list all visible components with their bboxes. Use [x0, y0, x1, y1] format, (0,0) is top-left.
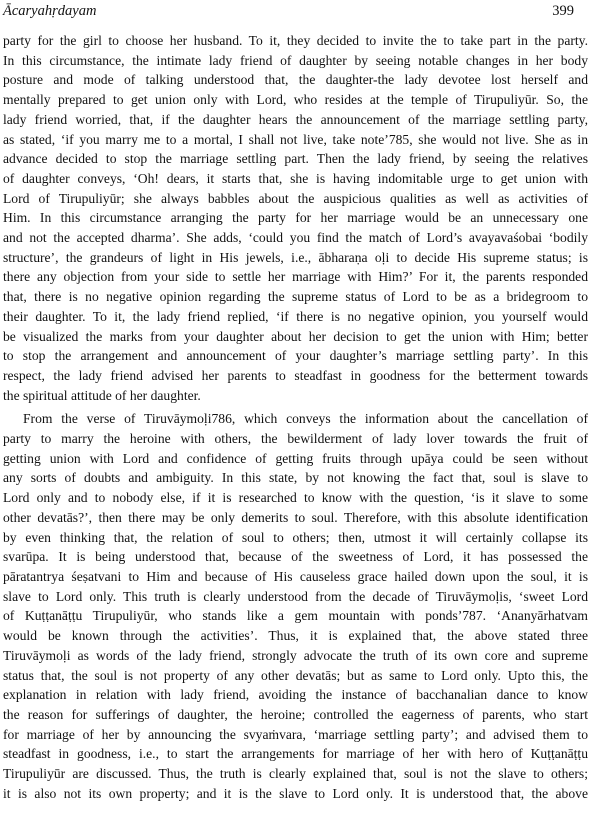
text-line: respect, the lady friend advised her parents to steadfast in goodness for the betterment towards [3, 367, 588, 383]
text-line: party for the girl to choose her husband. To it, they decided to invite the to take part in the party. [3, 33, 588, 48]
text-line: party to marry the heroine with others, the bewilderment of lady lover towards the fruit of [3, 431, 588, 447]
text-line: Tirupuliyūr are discussed. Thus, the truth is clearly explained that, soul is not the slave to others; [3, 766, 588, 782]
text-line: other devatās?’, then there may be only demerits to soul. Therefore, with this absolute identification [3, 509, 588, 525]
text-line: getting union with Lord and confidence of getting fruits through upāya could be seen without [3, 450, 588, 466]
text-line: In this circumstance, the intimate lady friend of daughter by seeing notable changes in her body [3, 52, 588, 68]
text-line: From the verse of Tiruvāymoḷi786, which conveys the information about the cancellation of [23, 411, 588, 427]
text-line: to stop the arrangement and announcement of your daughter’s marriage settling party’. In this [3, 348, 588, 364]
text-line: the spiritual attitude of her daughter. [3, 387, 201, 403]
text-line: structure’, the grandeurs of light in His jewels, i.e., ābharaṇa oḷi to decide His supreme status; is [3, 249, 588, 265]
text-line: posture and mode of talking understood that, the daughter-the lady devotee lost herself and [3, 72, 588, 88]
paragraph-1 [3, 31, 588, 405]
running-head [3, 3, 588, 31]
text-line: it is also not its own property; and it is the slave to Lord only. It is understood that, the above [3, 785, 588, 801]
text-line: Lord of Tirupuliyūr; she always babbles about the auspicious qualities as well as activities of [3, 190, 588, 206]
text-line: be visualized the marks from your daughter about her decision to get the union with Him; better [3, 328, 588, 344]
text-line: for marriage of her by announcing the svyaṁvara, ‘marriage settling party’; and advised them to [3, 726, 588, 742]
text-line: of Kuṭṭanāṭṭu Tirupuliyūr, who stands like a gem mountain with ponds’787. ‘Ananyārhatvam [3, 608, 588, 624]
text-line: would be known through the activities’. Thus, it is explained that, the above stated three [3, 628, 588, 644]
text-line: any sorts of doubts and ambiguity. In this state, by not knowing the fact that, soul is slave to [3, 470, 588, 486]
text-line: as stated, ‘if you marry me to a mortal, I shall not live, take note’785, she would not live. She as in [3, 131, 588, 147]
text-line: the reason for sufferings of daughter, the heroine; controlled the eagerness of parents, who start [3, 706, 588, 722]
text-line: Lord only and to nobody else, if it is researched to know with the question, ‘is it slave to some [3, 490, 588, 506]
text-line: of daughter conveys, ‘Oh! dears, it starts that, she is having indomitable urge to get union with [3, 170, 588, 186]
text-line: mentally prepared to get union only with Lord, who resides at the temple of Tirupuliyūr. So, the [3, 92, 588, 108]
text-line: slave to Lord only. This truth is clearly understood from the decade of Tiruvāymoḷis, ‘sweet Lord [3, 588, 588, 604]
text-line: steadfast in goodness, i.e., to start the arrangements for marriage of her with hero of Kuṭṭanāṭṭu [3, 746, 588, 762]
text-line: advance decided to stop the marriage settling part. Then the lady friend, by seeing the relatives [3, 151, 588, 167]
text-line: their daughter. To it, the lady friend replied, ‘if there is no negative opinion, you yourself would [3, 308, 588, 324]
running-head-title: Ācaryahṛdayam [3, 3, 97, 19]
text-line: lady friend worried, that, if the daughter hears the announcement of the marriage settling party, [3, 111, 588, 127]
text-line: pāratantrya śeṣatvani to Him and because of His causeless grace hailed down upon the soul, it is [3, 568, 588, 584]
text-line: that, there is no negative opinion regarding the supreme status of Lord to be as a bridegroom to [3, 289, 588, 305]
text-line: explanation in relation with lady friend, avoiding the instance of bacchanalian dance to know [3, 687, 588, 703]
text-line: there any objection from your side to settle her marriage with Him?’ For it, the parents responded [3, 269, 588, 285]
text-line: and not the accepted dharma’. She adds, ‘could you find the match of Lord’s avayavaśobai ‘bodily [3, 230, 588, 246]
text-line: svarūpa. It is being understood that, because of the sweetness of Lord, it has possessed the [3, 549, 588, 565]
page-number: 399 [552, 3, 574, 19]
text-line: status that, the soul is not property of any other devatās; but as same to Lord only. Upto this, the [3, 667, 588, 683]
text-line: Tiruvāymoḷi as words of the lady friend, strongly advocate the truth of its own core and supreme [3, 647, 588, 663]
text-line: by even thinking that, the relation of soul to others; then, utmost it will certainly collapse its [3, 529, 588, 545]
text-line: Him. In this circumstance arranging the party for her marriage would be an unnecessary one [3, 210, 588, 226]
paragraph-2 [3, 409, 588, 803]
